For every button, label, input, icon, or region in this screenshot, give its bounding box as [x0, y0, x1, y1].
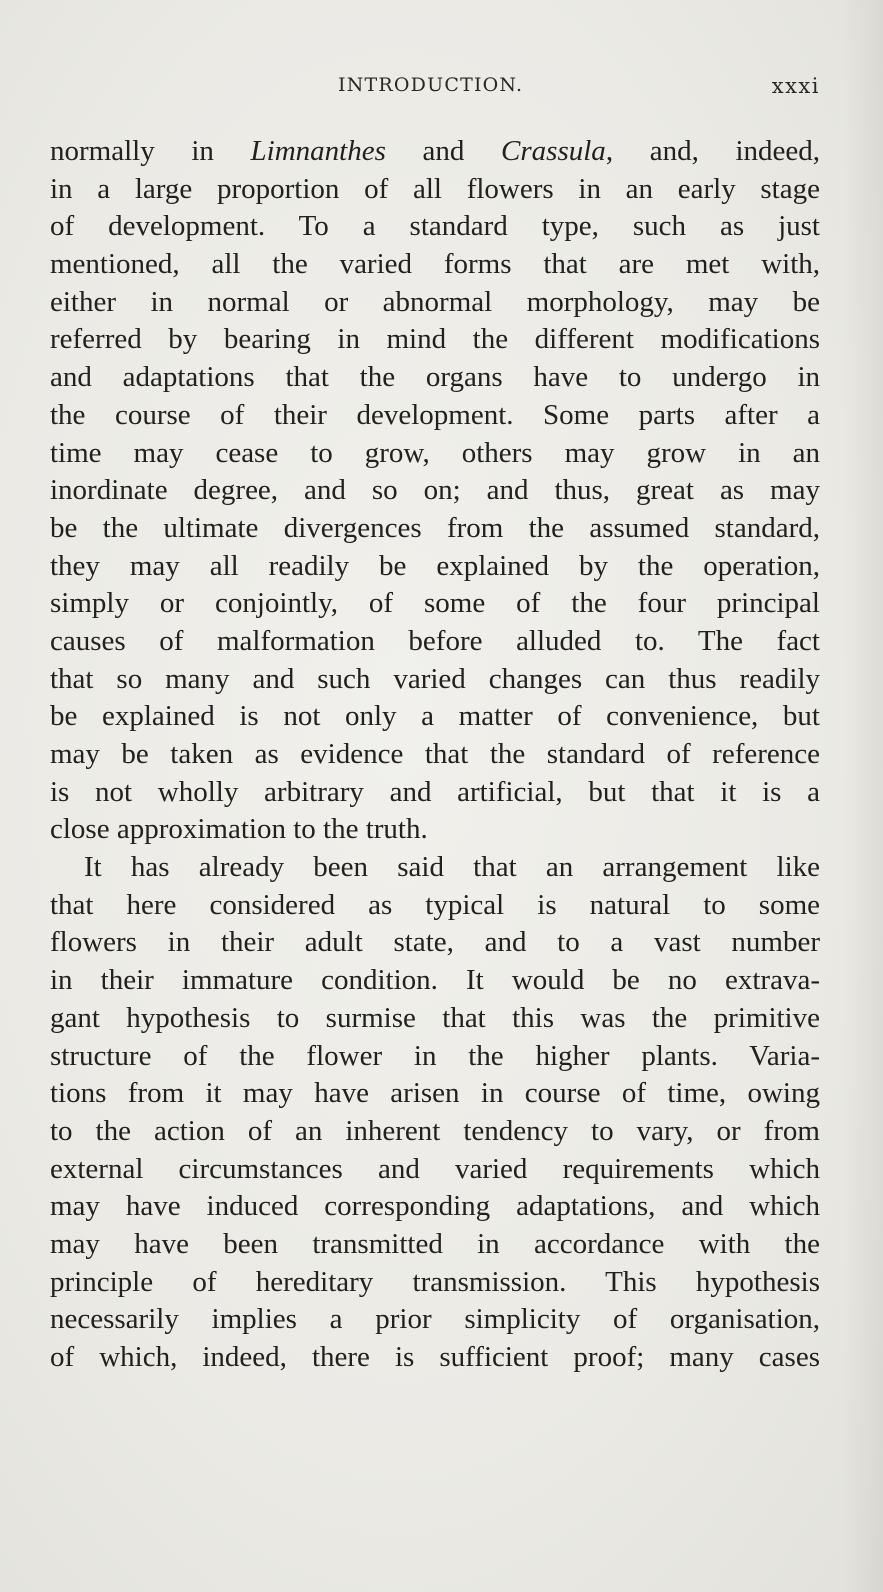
text-line: of which, indeed, there is sufficient proof; many cases [50, 1341, 820, 1373]
text-line: may have induced corresponding adaptations, and which [50, 1190, 820, 1223]
running-title: INTRODUCTION. [338, 74, 524, 96]
text-line: of development. To a standard type, such as just [50, 210, 820, 243]
text-line: and adaptations that the organs have to undergo in [50, 361, 820, 394]
text-line: be the ultimate divergences from the assumed standard, [50, 511, 820, 544]
text-line: that here considered as typical is natural to some [50, 888, 820, 921]
text-line: referred by bearing in mind the different modifications [50, 323, 820, 356]
text-line: may be taken as evidence that the standard of reference [50, 738, 820, 770]
paragraph-end-line: close approximation to the truth. [50, 813, 428, 846]
page-number: xxxi [771, 74, 820, 98]
text-line: tions from it may have arisen in course of time, owing [50, 1077, 820, 1110]
text-line: normally in Limnanthes and Crassula, and, indeed, [50, 135, 821, 167]
text-line: flowers in their adult state, and to a vast number [50, 926, 820, 959]
text-line: the course of their development. Some parts after a [50, 398, 820, 431]
text-line: mentioned, all the varied forms that are met with, [50, 248, 820, 281]
body-text [50, 133, 820, 1377]
genus-name-crassula: Crassula [501, 135, 606, 167]
genus-name-limnanthes: Limnanthes [250, 135, 386, 167]
text-line: that so many and such varied changes can thus readily [50, 662, 820, 695]
text-line: structure of the flower in the higher plants. Varia- [50, 1039, 820, 1072]
text-line: inordinate degree, and so on; and thus, great as may [50, 474, 820, 507]
text-line: causes of malformation before alluded to. The fact [50, 624, 820, 657]
text-line: gant hypothesis to surmise that this was the primitive [50, 1001, 820, 1034]
text-line: time may cease to grow, others may grow in an [50, 436, 820, 469]
text-line: in their immature condition. It would be no extrava- [50, 964, 820, 997]
text-line: simply or conjointly, of some of the four principal [50, 587, 820, 620]
text-line: either in normal or abnormal morphology, may be [50, 285, 820, 318]
text-line: necessarily implies a prior simplicity of organisation, [50, 1303, 820, 1336]
text-line: is not wholly arbitrary and artificial, but that it is a [50, 775, 820, 808]
text-line: to the action of an inherent tendency to vary, or from [50, 1114, 820, 1147]
text-line: be explained is not only a matter of convenience, but [50, 700, 820, 733]
text-line: may have been transmitted in accordance with the [50, 1227, 820, 1260]
text-line: in a large proportion of all flowers in an early stage [50, 172, 820, 205]
text-line: external circumstances and varied requirements which [50, 1152, 820, 1185]
text-line: principle of hereditary transmission. This hypothesis [50, 1265, 820, 1298]
paragraph-start-line: It has already been said that an arrangement like [84, 851, 820, 884]
page-edge-shadow [843, 0, 883, 1592]
text-line: they may all readily be explained by the operation, [50, 549, 820, 582]
running-head [50, 74, 820, 104]
